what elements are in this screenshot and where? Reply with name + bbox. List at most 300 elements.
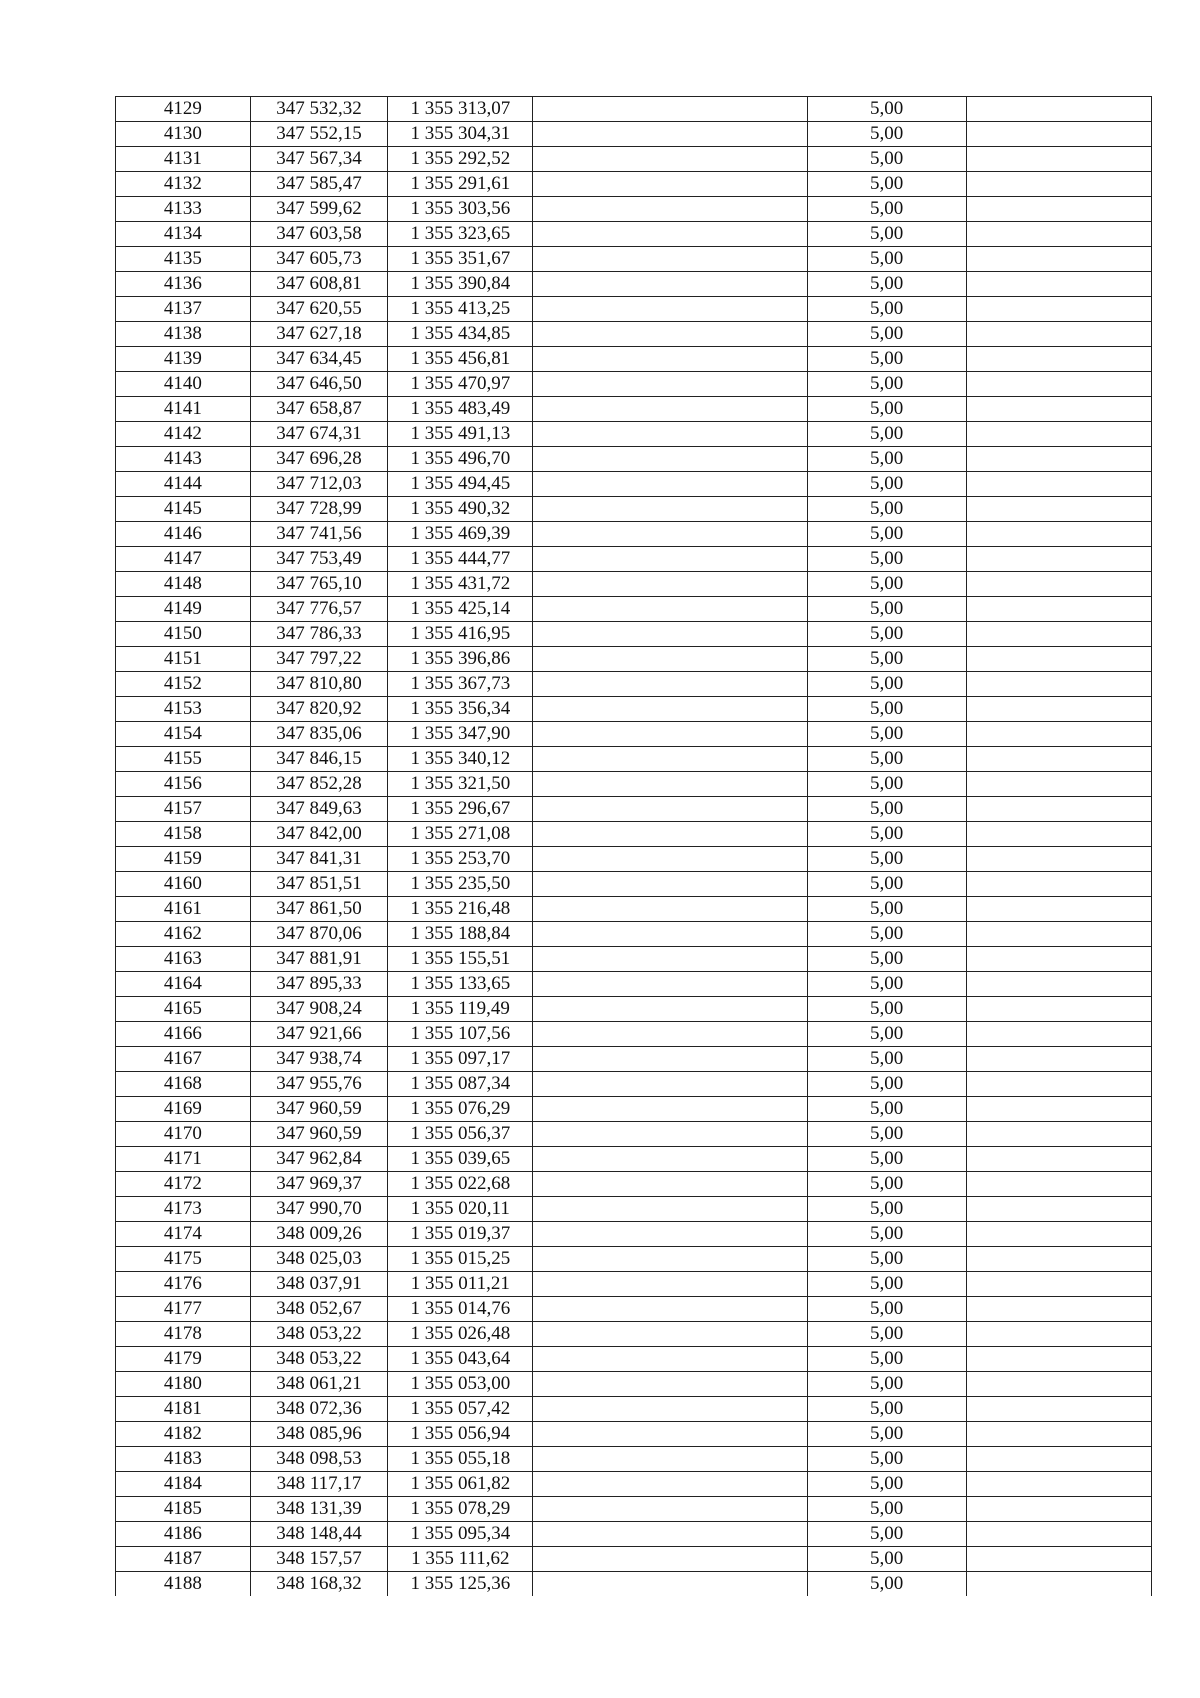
point-number-cell: 4159 xyxy=(116,847,251,872)
point-number-cell: 4138 xyxy=(116,322,251,347)
y-coordinate-cell: 1 355 188,84 xyxy=(388,922,533,947)
point-number-cell: 4155 xyxy=(116,747,251,772)
value-cell: 5,00 xyxy=(807,472,966,497)
y-coordinate-cell: 1 355 019,37 xyxy=(388,1222,533,1247)
note-cell xyxy=(966,1422,1151,1447)
point-number-cell: 4177 xyxy=(116,1297,251,1322)
description-cell xyxy=(533,1097,807,1122)
note-cell xyxy=(966,1322,1151,1347)
description-cell xyxy=(533,822,807,847)
point-number-cell: 4135 xyxy=(116,247,251,272)
y-coordinate-cell: 1 355 061,82 xyxy=(388,1472,533,1497)
note-cell xyxy=(966,1522,1151,1547)
x-coordinate-cell: 347 846,15 xyxy=(250,747,388,772)
table-row xyxy=(116,447,1152,472)
note-cell xyxy=(966,697,1151,722)
description-cell xyxy=(533,897,807,922)
table-row xyxy=(116,372,1152,397)
note-cell xyxy=(966,772,1151,797)
value-cell: 5,00 xyxy=(807,547,966,572)
note-cell xyxy=(966,747,1151,772)
point-number-cell: 4164 xyxy=(116,972,251,997)
y-coordinate-cell: 1 355 087,34 xyxy=(388,1072,533,1097)
description-cell xyxy=(533,572,807,597)
value-cell: 5,00 xyxy=(807,1272,966,1297)
value-cell: 5,00 xyxy=(807,1197,966,1222)
note-cell xyxy=(966,172,1151,197)
description-cell xyxy=(533,1272,807,1297)
table-row xyxy=(116,1147,1152,1172)
value-cell: 5,00 xyxy=(807,372,966,397)
y-coordinate-cell: 1 355 056,94 xyxy=(388,1422,533,1447)
point-number-cell: 4172 xyxy=(116,1172,251,1197)
y-coordinate-cell: 1 355 351,67 xyxy=(388,247,533,272)
description-cell xyxy=(533,447,807,472)
table-row xyxy=(116,1072,1152,1097)
table-row xyxy=(116,197,1152,222)
value-cell: 5,00 xyxy=(807,172,966,197)
description-cell xyxy=(533,872,807,897)
description-cell xyxy=(533,372,807,397)
x-coordinate-cell: 347 852,28 xyxy=(250,772,388,797)
value-cell: 5,00 xyxy=(807,1172,966,1197)
description-cell xyxy=(533,647,807,672)
note-cell xyxy=(966,1047,1151,1072)
value-cell: 5,00 xyxy=(807,1372,966,1397)
table-row xyxy=(116,622,1152,647)
table-row xyxy=(116,1497,1152,1522)
x-coordinate-cell: 347 962,84 xyxy=(250,1147,388,1172)
table-row xyxy=(116,722,1152,747)
description-cell xyxy=(533,247,807,272)
note-cell xyxy=(966,522,1151,547)
description-cell xyxy=(533,497,807,522)
x-coordinate-cell: 347 552,15 xyxy=(250,122,388,147)
value-cell: 5,00 xyxy=(807,822,966,847)
description-cell xyxy=(533,522,807,547)
table-row xyxy=(116,647,1152,672)
description-cell xyxy=(533,1047,807,1072)
description-cell xyxy=(533,1072,807,1097)
table-row xyxy=(116,522,1152,547)
table-row xyxy=(116,972,1152,997)
value-cell: 5,00 xyxy=(807,522,966,547)
point-number-cell: 4173 xyxy=(116,1197,251,1222)
x-coordinate-cell: 348 148,44 xyxy=(250,1522,388,1547)
note-cell xyxy=(966,322,1151,347)
value-cell: 5,00 xyxy=(807,1072,966,1097)
y-coordinate-cell: 1 355 026,48 xyxy=(388,1322,533,1347)
y-coordinate-cell: 1 355 494,45 xyxy=(388,472,533,497)
y-coordinate-cell: 1 355 216,48 xyxy=(388,897,533,922)
description-cell xyxy=(533,397,807,422)
note-cell xyxy=(966,672,1151,697)
note-cell xyxy=(966,272,1151,297)
point-number-cell: 4137 xyxy=(116,297,251,322)
y-coordinate-cell: 1 355 155,51 xyxy=(388,947,533,972)
value-cell: 5,00 xyxy=(807,1122,966,1147)
note-cell xyxy=(966,1372,1151,1397)
description-cell xyxy=(533,597,807,622)
value-cell: 5,00 xyxy=(807,622,966,647)
point-number-cell: 4152 xyxy=(116,672,251,697)
y-coordinate-cell: 1 355 292,52 xyxy=(388,147,533,172)
description-cell xyxy=(533,1522,807,1547)
point-number-cell: 4188 xyxy=(116,1572,251,1597)
x-coordinate-cell: 347 605,73 xyxy=(250,247,388,272)
value-cell: 5,00 xyxy=(807,422,966,447)
y-coordinate-cell: 1 355 015,25 xyxy=(388,1247,533,1272)
note-cell xyxy=(966,472,1151,497)
point-number-cell: 4153 xyxy=(116,697,251,722)
point-number-cell: 4187 xyxy=(116,1547,251,1572)
value-cell: 5,00 xyxy=(807,1497,966,1522)
note-cell xyxy=(966,822,1151,847)
value-cell: 5,00 xyxy=(807,672,966,697)
x-coordinate-cell: 347 696,28 xyxy=(250,447,388,472)
point-number-cell: 4149 xyxy=(116,597,251,622)
value-cell: 5,00 xyxy=(807,1422,966,1447)
table-row xyxy=(116,772,1152,797)
table-row xyxy=(116,122,1152,147)
note-cell xyxy=(966,1297,1151,1322)
table-row xyxy=(116,747,1152,772)
point-number-cell: 4150 xyxy=(116,622,251,647)
note-cell xyxy=(966,1572,1151,1597)
value-cell: 5,00 xyxy=(807,1347,966,1372)
y-coordinate-cell: 1 355 470,97 xyxy=(388,372,533,397)
point-number-cell: 4165 xyxy=(116,997,251,1022)
x-coordinate-cell: 347 741,56 xyxy=(250,522,388,547)
value-cell: 5,00 xyxy=(807,847,966,872)
value-cell: 5,00 xyxy=(807,1147,966,1172)
coordinates-table xyxy=(115,96,1152,1596)
y-coordinate-cell: 1 355 271,08 xyxy=(388,822,533,847)
table-body xyxy=(116,97,1152,1597)
description-cell xyxy=(533,1322,807,1347)
x-coordinate-cell: 347 938,74 xyxy=(250,1047,388,1072)
point-number-cell: 4182 xyxy=(116,1422,251,1447)
y-coordinate-cell: 1 355 053,00 xyxy=(388,1372,533,1397)
value-cell: 5,00 xyxy=(807,147,966,172)
note-cell xyxy=(966,1072,1151,1097)
point-number-cell: 4132 xyxy=(116,172,251,197)
note-cell xyxy=(966,297,1151,322)
value-cell: 5,00 xyxy=(807,1022,966,1047)
description-cell xyxy=(533,1372,807,1397)
note-cell xyxy=(966,1472,1151,1497)
note-cell xyxy=(966,1122,1151,1147)
x-coordinate-cell: 347 841,31 xyxy=(250,847,388,872)
value-cell: 5,00 xyxy=(807,1572,966,1597)
y-coordinate-cell: 1 355 039,65 xyxy=(388,1147,533,1172)
description-cell xyxy=(533,197,807,222)
table-row xyxy=(116,497,1152,522)
description-cell xyxy=(533,747,807,772)
table-row xyxy=(116,1172,1152,1197)
point-number-cell: 4131 xyxy=(116,147,251,172)
y-coordinate-cell: 1 355 490,32 xyxy=(388,497,533,522)
table-row xyxy=(116,922,1152,947)
point-number-cell: 4148 xyxy=(116,572,251,597)
point-number-cell: 4186 xyxy=(116,1522,251,1547)
x-coordinate-cell: 348 037,91 xyxy=(250,1272,388,1297)
y-coordinate-cell: 1 355 434,85 xyxy=(388,322,533,347)
note-cell xyxy=(966,122,1151,147)
description-cell xyxy=(533,1347,807,1372)
value-cell: 5,00 xyxy=(807,597,966,622)
point-number-cell: 4175 xyxy=(116,1247,251,1272)
table-row xyxy=(116,797,1152,822)
value-cell: 5,00 xyxy=(807,1447,966,1472)
y-coordinate-cell: 1 355 321,50 xyxy=(388,772,533,797)
description-cell xyxy=(533,1397,807,1422)
description-cell xyxy=(533,622,807,647)
table-row xyxy=(116,397,1152,422)
description-cell xyxy=(533,97,807,122)
y-coordinate-cell: 1 355 303,56 xyxy=(388,197,533,222)
x-coordinate-cell: 347 627,18 xyxy=(250,322,388,347)
description-cell xyxy=(533,722,807,747)
value-cell: 5,00 xyxy=(807,1047,966,1072)
note-cell xyxy=(966,372,1151,397)
x-coordinate-cell: 348 072,36 xyxy=(250,1397,388,1422)
description-cell xyxy=(533,1172,807,1197)
y-coordinate-cell: 1 355 496,70 xyxy=(388,447,533,472)
table-row xyxy=(116,1122,1152,1147)
x-coordinate-cell: 347 851,51 xyxy=(250,872,388,897)
table-row xyxy=(116,1397,1152,1422)
description-cell xyxy=(533,772,807,797)
point-number-cell: 4180 xyxy=(116,1372,251,1397)
y-coordinate-cell: 1 355 076,29 xyxy=(388,1097,533,1122)
note-cell xyxy=(966,1497,1151,1522)
description-cell xyxy=(533,972,807,997)
note-cell xyxy=(966,872,1151,897)
table-row xyxy=(116,272,1152,297)
point-number-cell: 4157 xyxy=(116,797,251,822)
y-coordinate-cell: 1 355 356,34 xyxy=(388,697,533,722)
y-coordinate-cell: 1 355 340,12 xyxy=(388,747,533,772)
note-cell xyxy=(966,972,1151,997)
x-coordinate-cell: 347 599,62 xyxy=(250,197,388,222)
x-coordinate-cell: 347 870,06 xyxy=(250,922,388,947)
y-coordinate-cell: 1 355 416,95 xyxy=(388,622,533,647)
table-row xyxy=(116,572,1152,597)
note-cell xyxy=(966,1172,1151,1197)
x-coordinate-cell: 348 053,22 xyxy=(250,1322,388,1347)
note-cell xyxy=(966,422,1151,447)
note-cell xyxy=(966,622,1151,647)
x-coordinate-cell: 347 881,91 xyxy=(250,947,388,972)
description-cell xyxy=(533,797,807,822)
y-coordinate-cell: 1 355 304,31 xyxy=(388,122,533,147)
table-row xyxy=(116,672,1152,697)
table-row xyxy=(116,422,1152,447)
description-cell xyxy=(533,847,807,872)
x-coordinate-cell: 347 955,76 xyxy=(250,1072,388,1097)
value-cell: 5,00 xyxy=(807,572,966,597)
y-coordinate-cell: 1 355 111,62 xyxy=(388,1547,533,1572)
note-cell xyxy=(966,572,1151,597)
y-coordinate-cell: 1 355 043,64 xyxy=(388,1347,533,1372)
x-coordinate-cell: 347 990,70 xyxy=(250,1197,388,1222)
y-coordinate-cell: 1 355 313,07 xyxy=(388,97,533,122)
table-row xyxy=(116,847,1152,872)
note-cell xyxy=(966,797,1151,822)
note-cell xyxy=(966,997,1151,1022)
table-row xyxy=(116,1047,1152,1072)
y-coordinate-cell: 1 355 133,65 xyxy=(388,972,533,997)
x-coordinate-cell: 347 603,58 xyxy=(250,222,388,247)
x-coordinate-cell: 347 646,50 xyxy=(250,372,388,397)
note-cell xyxy=(966,922,1151,947)
value-cell: 5,00 xyxy=(807,197,966,222)
point-number-cell: 4163 xyxy=(116,947,251,972)
table-row xyxy=(116,247,1152,272)
x-coordinate-cell: 347 634,45 xyxy=(250,347,388,372)
x-coordinate-cell: 348 025,03 xyxy=(250,1247,388,1272)
description-cell xyxy=(533,422,807,447)
description-cell xyxy=(533,997,807,1022)
value-cell: 5,00 xyxy=(807,722,966,747)
y-coordinate-cell: 1 355 413,25 xyxy=(388,297,533,322)
value-cell: 5,00 xyxy=(807,1397,966,1422)
y-coordinate-cell: 1 355 347,90 xyxy=(388,722,533,747)
table-row xyxy=(116,1422,1152,1447)
table-row xyxy=(116,1347,1152,1372)
point-number-cell: 4171 xyxy=(116,1147,251,1172)
x-coordinate-cell: 347 820,92 xyxy=(250,697,388,722)
x-coordinate-cell: 347 849,63 xyxy=(250,797,388,822)
table-row xyxy=(116,697,1152,722)
y-coordinate-cell: 1 355 095,34 xyxy=(388,1522,533,1547)
note-cell xyxy=(966,1247,1151,1272)
y-coordinate-cell: 1 355 125,36 xyxy=(388,1572,533,1597)
table-row xyxy=(116,1247,1152,1272)
point-number-cell: 4146 xyxy=(116,522,251,547)
table-row xyxy=(116,997,1152,1022)
x-coordinate-cell: 348 052,67 xyxy=(250,1297,388,1322)
table-row xyxy=(116,97,1152,122)
y-coordinate-cell: 1 355 491,13 xyxy=(388,422,533,447)
description-cell xyxy=(533,1547,807,1572)
y-coordinate-cell: 1 355 469,39 xyxy=(388,522,533,547)
note-cell xyxy=(966,947,1151,972)
note-cell xyxy=(966,447,1151,472)
point-number-cell: 4181 xyxy=(116,1397,251,1422)
table-row xyxy=(116,222,1152,247)
x-coordinate-cell: 347 532,32 xyxy=(250,97,388,122)
description-cell xyxy=(533,947,807,972)
x-coordinate-cell: 348 053,22 xyxy=(250,1347,388,1372)
x-coordinate-cell: 347 908,24 xyxy=(250,997,388,1022)
x-coordinate-cell: 348 168,32 xyxy=(250,1572,388,1597)
x-coordinate-cell: 348 131,39 xyxy=(250,1497,388,1522)
point-number-cell: 4129 xyxy=(116,97,251,122)
y-coordinate-cell: 1 355 119,49 xyxy=(388,997,533,1022)
x-coordinate-cell: 347 712,03 xyxy=(250,472,388,497)
value-cell: 5,00 xyxy=(807,972,966,997)
y-coordinate-cell: 1 355 323,65 xyxy=(388,222,533,247)
point-number-cell: 4147 xyxy=(116,547,251,572)
note-cell xyxy=(966,1197,1151,1222)
table-row xyxy=(116,822,1152,847)
description-cell xyxy=(533,147,807,172)
point-number-cell: 4161 xyxy=(116,897,251,922)
x-coordinate-cell: 347 753,49 xyxy=(250,547,388,572)
x-coordinate-cell: 347 658,87 xyxy=(250,397,388,422)
point-number-cell: 4142 xyxy=(116,422,251,447)
note-cell xyxy=(966,647,1151,672)
x-coordinate-cell: 347 776,57 xyxy=(250,597,388,622)
table-row xyxy=(116,172,1152,197)
note-cell xyxy=(966,1097,1151,1122)
value-cell: 5,00 xyxy=(807,322,966,347)
description-cell xyxy=(533,1222,807,1247)
value-cell: 5,00 xyxy=(807,1247,966,1272)
y-coordinate-cell: 1 355 291,61 xyxy=(388,172,533,197)
table-row xyxy=(116,472,1152,497)
value-cell: 5,00 xyxy=(807,122,966,147)
value-cell: 5,00 xyxy=(807,1097,966,1122)
x-coordinate-cell: 347 620,55 xyxy=(250,297,388,322)
x-coordinate-cell: 348 157,57 xyxy=(250,1547,388,1572)
x-coordinate-cell: 347 728,99 xyxy=(250,497,388,522)
description-cell xyxy=(533,1147,807,1172)
point-number-cell: 4151 xyxy=(116,647,251,672)
table-row xyxy=(116,1097,1152,1122)
note-cell xyxy=(966,147,1151,172)
note-cell xyxy=(966,897,1151,922)
table-row xyxy=(116,297,1152,322)
x-coordinate-cell: 347 969,37 xyxy=(250,1172,388,1197)
table-row xyxy=(116,347,1152,372)
point-number-cell: 4160 xyxy=(116,872,251,897)
table-row xyxy=(116,322,1152,347)
x-coordinate-cell: 347 567,34 xyxy=(250,147,388,172)
point-number-cell: 4156 xyxy=(116,772,251,797)
description-cell xyxy=(533,1122,807,1147)
value-cell: 5,00 xyxy=(807,1222,966,1247)
note-cell xyxy=(966,1397,1151,1422)
value-cell: 5,00 xyxy=(807,697,966,722)
note-cell xyxy=(966,1547,1151,1572)
point-number-cell: 4184 xyxy=(116,1472,251,1497)
value-cell: 5,00 xyxy=(807,1472,966,1497)
value-cell: 5,00 xyxy=(807,247,966,272)
table-row xyxy=(116,147,1152,172)
x-coordinate-cell: 347 608,81 xyxy=(250,272,388,297)
table-row xyxy=(116,1022,1152,1047)
point-number-cell: 4130 xyxy=(116,122,251,147)
table-row xyxy=(116,872,1152,897)
point-number-cell: 4166 xyxy=(116,1022,251,1047)
point-number-cell: 4179 xyxy=(116,1347,251,1372)
note-cell xyxy=(966,1447,1151,1472)
description-cell xyxy=(533,1197,807,1222)
value-cell: 5,00 xyxy=(807,947,966,972)
value-cell: 5,00 xyxy=(807,272,966,297)
note-cell xyxy=(966,222,1151,247)
y-coordinate-cell: 1 355 456,81 xyxy=(388,347,533,372)
x-coordinate-cell: 348 117,17 xyxy=(250,1472,388,1497)
table-row xyxy=(116,897,1152,922)
y-coordinate-cell: 1 355 097,17 xyxy=(388,1047,533,1072)
value-cell: 5,00 xyxy=(807,797,966,822)
note-cell xyxy=(966,97,1151,122)
y-coordinate-cell: 1 355 078,29 xyxy=(388,1497,533,1522)
